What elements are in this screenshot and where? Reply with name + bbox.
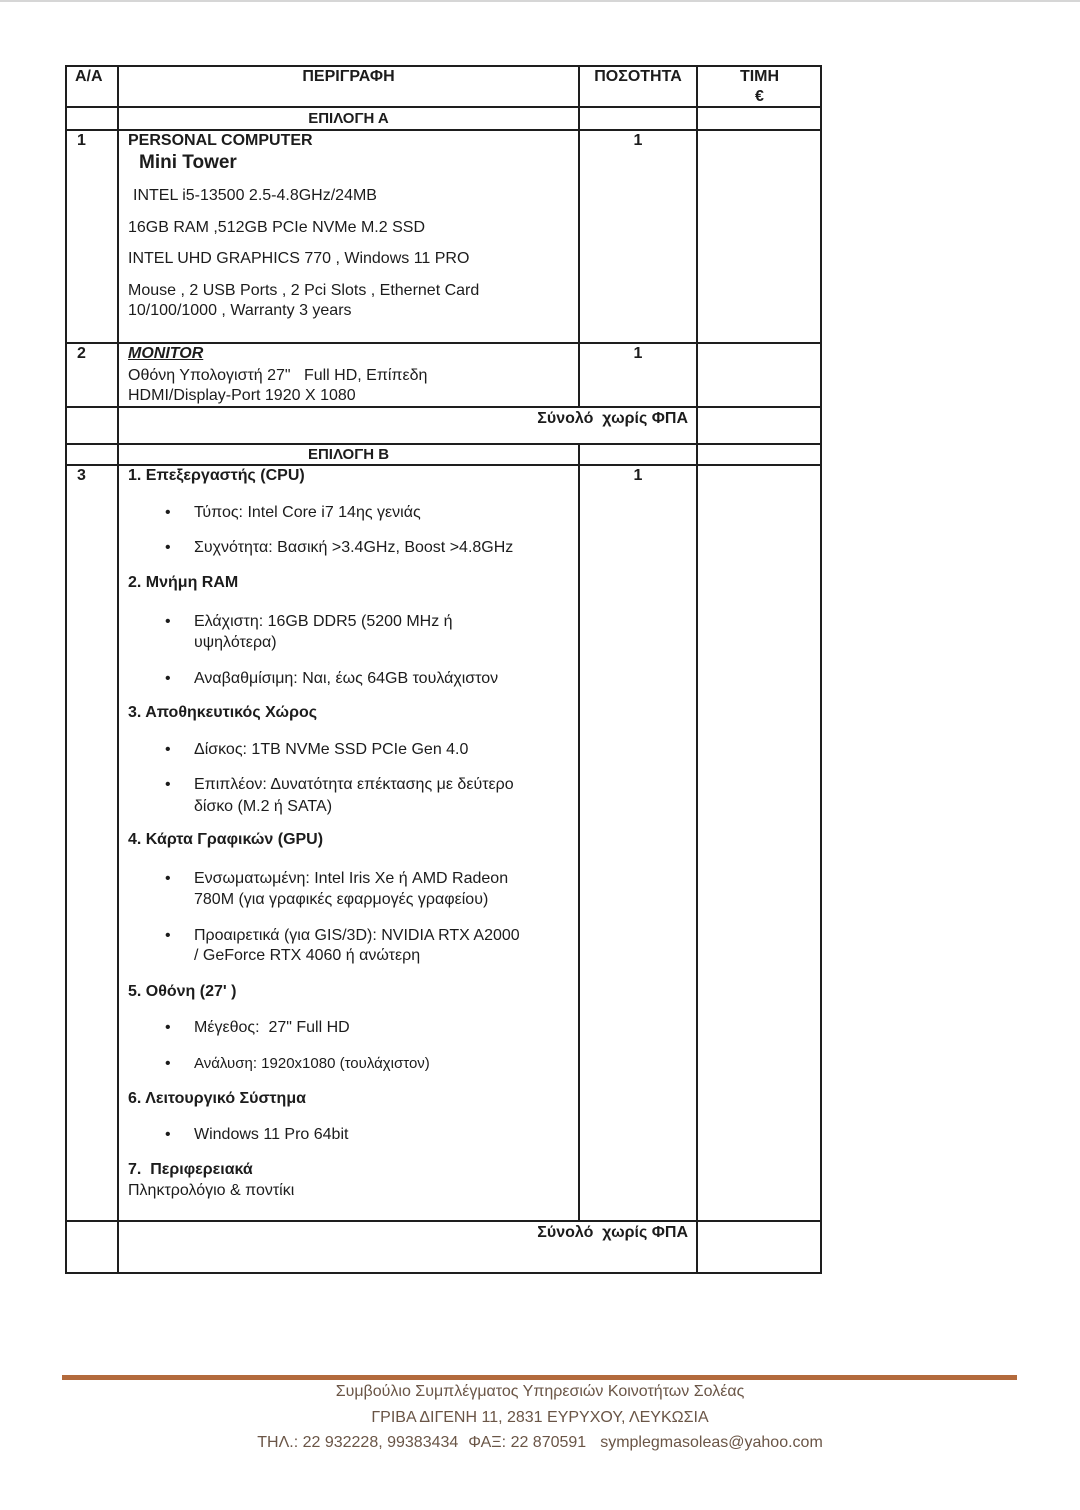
spec-bullet: • Μέγεθος: 27" Full HD: [194, 1018, 350, 1038]
footer-organization: Συμβούλιο Συμπλέγματος Υπηρεσιών Κοινοτήτων Σολέας: [335, 1383, 745, 1400]
item-name: PERSONAL COMPUTER: [128, 132, 313, 149]
item-spec: INTEL i5-13500 2.5-4.8GHz/24MB: [133, 187, 377, 204]
spec-section-title: 1. Επεξεργαστής (CPU): [128, 467, 305, 484]
item-spec: INTEL UHD GRAPHICS 770 , Windows 11 PRO: [128, 250, 470, 267]
table-border-bottom: [65, 1272, 822, 1274]
option-a-title: ΕΠΙΛΟΓΗ Α: [308, 110, 389, 127]
footer-address: ΓΡΙΒΑ ΔΙΓΕΝΗ 11, 2831 ΕΥΡΥΧΟΥ, ΛΕΥΚΩΣΙΑ: [371, 1409, 709, 1426]
spec-bullet: • Επιπλέον: Δυνατότητα επέκτασης με δεύτερο δίσκο (M.2 ή SATA): [194, 774, 514, 818]
spec-bullet: • Συχνότητα: Βασική >3.4GHz, Boost >4.8GHz: [194, 538, 513, 558]
header-index: Α/Α: [75, 68, 103, 85]
row-index: 2: [77, 345, 86, 362]
spec-section-text: Πληκτρολόγιο & ποντίκι: [128, 1182, 295, 1199]
total-without-vat-label: Σύνολό χωρίς ΦΠΑ: [537, 410, 688, 427]
column-divider: [117, 65, 119, 1274]
footer-contact-line: [0, 1433, 1080, 1453]
spec-bullet: • Ενσωματωμένη: Intel Iris Xe ή AMD Radeon 780M (για γραφικές εφαρμογές γραφείου): [194, 868, 508, 910]
spec-section-title: 2. Μνήμη RAM: [128, 574, 239, 591]
item-name: MONITOR: [128, 345, 204, 362]
spec-bullet: • Τύπος: Intel Core i7 14ης γενιάς: [194, 503, 421, 523]
spec-bullet: • Δίσκος: 1TB NVMe SSD PCIe Gen 4.0: [194, 740, 468, 760]
total-without-vat-label: Σύνολό χωρίς ΦΠΑ: [537, 1224, 688, 1241]
item-spec: Mouse , 2 USB Ports , 2 Pci Slots , Ethernet Card 10/100/1000 , Warranty 3 years: [128, 282, 480, 319]
footer-phone: ΤΗΛ.: 22 932228, 99383434: [257, 1434, 459, 1451]
spec-bullet: • Windows 11 Pro 64bit: [194, 1125, 348, 1145]
spec-section-title: 3. Αποθηκευτικός Χώρος: [128, 704, 318, 721]
spec-bullet: • Αναβαθμίσιμη: Ναι, έως 64GB τουλάχιστον: [194, 669, 498, 689]
quotation-table: [65, 65, 822, 1274]
spec-bullet: • Ανάλυση: 1920x1080 (τουλάχιστον): [194, 1054, 430, 1074]
item-quantity: 1: [633, 467, 643, 484]
row-index: 3: [77, 467, 86, 484]
column-divider: [696, 65, 698, 1274]
item-subtitle: Mini Tower: [139, 152, 237, 173]
spec-section-title: 6. Λειτουργικό Σύστημα: [128, 1090, 306, 1107]
spec-section-title: 4. Κάρτα Γραφικών (GPU): [128, 831, 324, 848]
spec-section-title: 7. Περιφερειακά: [128, 1161, 253, 1178]
option-b-title: ΕΠΙΛΟΓΗ Β: [307, 446, 390, 463]
header-quantity: ΠΟΣΟΤΗΤΑ: [594, 68, 682, 85]
footer-email: symplegmasoleas@yahoo.com: [600, 1434, 823, 1451]
header-description: ΠΕΡΙΓΡΑΦΗ: [302, 68, 395, 85]
item-spec: 16GB RAM ,512GB PCIe NVMe M.2 SSD: [128, 219, 425, 236]
item-quantity: 1: [633, 345, 643, 362]
spec-bullet: • Ελάχιστη: 16GB DDR5 (5200 MHz ή υψηλότερα): [194, 611, 453, 653]
table-border-right: [820, 65, 822, 1274]
item-description: Οθόνη Υπολογιστή 27" Full HD, Επίπεδη HDMI/Display-Port 1920 X 1080: [128, 367, 428, 404]
column-divider: [578, 444, 580, 1221]
footer-rule: [62, 1375, 1017, 1380]
top-edge-line: [0, 0, 1080, 2]
spec-bullet: • Προαιρετικά (για GIS/3D): NVIDIA RTX A2000 / GeForce RTX 4060 ή ανώτερη: [194, 926, 520, 966]
row-index: 1: [77, 132, 86, 149]
item-quantity: 1: [633, 132, 643, 149]
option-b-specifications: [128, 465, 578, 1221]
row-divider: [65, 406, 822, 408]
header-price: ΤΙΜΗ: [739, 68, 780, 85]
spec-section-title: 5. Οθόνη (27' ): [128, 983, 237, 1000]
footer-fax: ΦΑΞ: 22 870591: [468, 1434, 587, 1451]
table-border-left: [65, 65, 67, 1274]
header-currency: €: [755, 88, 764, 105]
